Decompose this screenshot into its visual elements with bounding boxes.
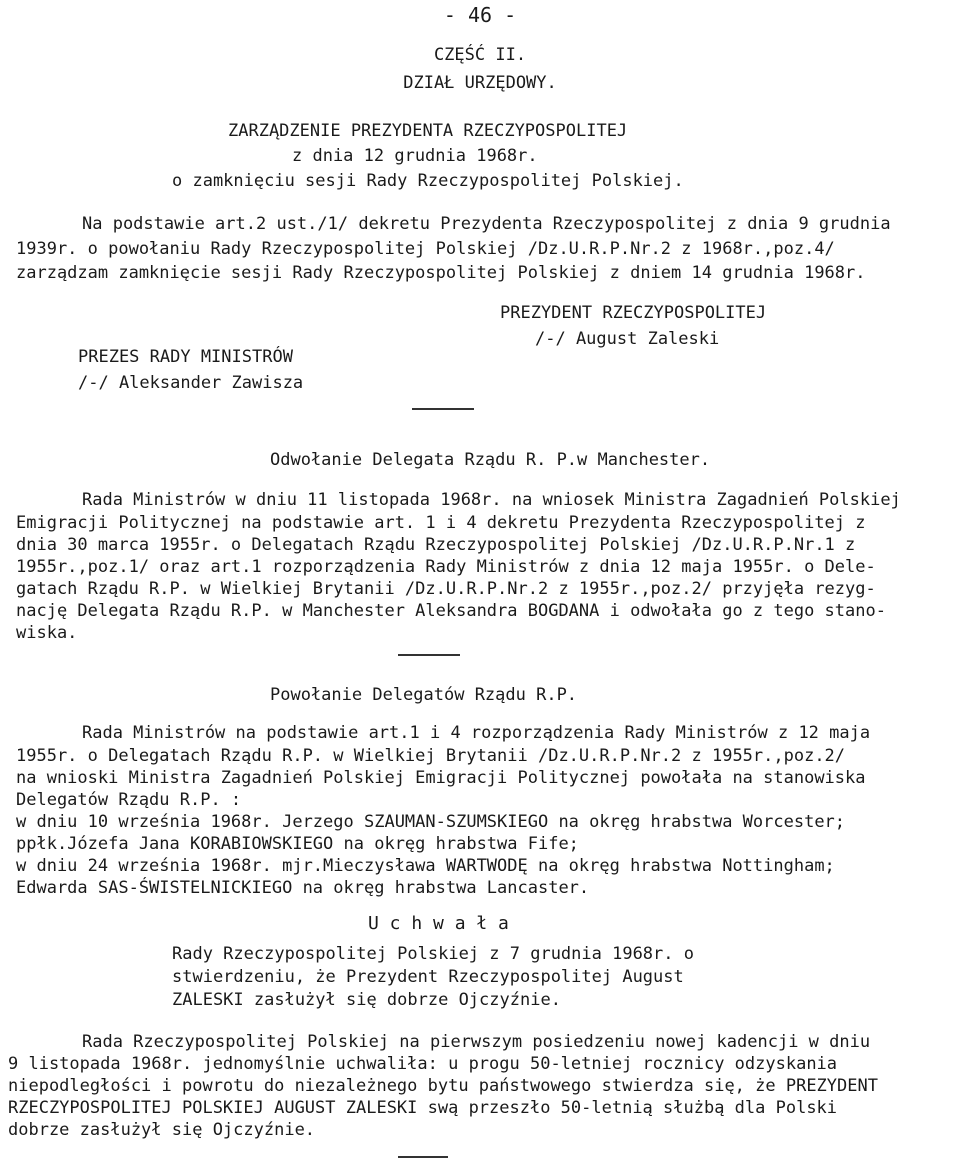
- resolution-heading: U c h w a ł a: [368, 913, 509, 934]
- recall-body-line: Rada Ministrów w dniu 11 listopada 1968r. na wniosek Ministra Zagadnień Polskiej: [82, 490, 901, 510]
- decree-title: ZARZĄDZENIE PREZYDENTA RZECZYPOSPOLITEJ: [228, 121, 628, 141]
- resolution-body-line: niepodległości i powrotu do niezależnego bytu państwowego stwierdza się, że PREZYDENT: [8, 1076, 878, 1096]
- appointment-body-line: Rada Ministrów na podstawie art.1 i 4 rozporządzenia Rady Ministrów z 12 maja: [82, 723, 871, 743]
- resolution-subtitle-line: ZALESKI zasłużył się dobrze Ojczyźnie.: [172, 990, 561, 1010]
- appointment-body-line: Edwarda SAS-ŚWISTELNICKIEGO na okręg hrabstwa Lancaster.: [16, 878, 590, 898]
- president-signature: /-/ August Zaleski: [535, 329, 720, 349]
- appointment-body-line: Delegatów Rządu R.P. :: [16, 790, 242, 810]
- section-heading: DZIAŁ URZĘDOWY.: [403, 73, 557, 93]
- recall-heading: Odwołanie Delegata Rządu R. P.w Manchester.: [270, 450, 711, 470]
- pm-title: PREZES RADY MINISTRÓW: [78, 347, 293, 367]
- part-heading: CZĘŚĆ II.: [433, 45, 527, 65]
- decree-body-line: 1939r. o powołaniu Rady Rzeczypospolitej Polskiej /Dz.U.R.P.Nr.2 z 1968r.,poz.4/: [16, 239, 835, 259]
- decree-body-line: zarządzam zamknięcie sesji Rady Rzeczypospolitej Polskiej z dniem 14 grudnia 1968r.: [16, 263, 866, 283]
- separator-line: [398, 654, 460, 656]
- resolution-body-line: dobrze zasłużył się Ojczyźnie.: [8, 1120, 316, 1140]
- recall-body-line: wiska.: [16, 623, 78, 643]
- president-title: PREZYDENT RZECZYPOSPOLITEJ: [500, 303, 767, 323]
- page-number: - 46 -: [443, 3, 517, 27]
- recall-body-line: Emigracji Politycznej na podstawie art. 1 i 4 dekretu Prezydenta Rzeczypospolitej z: [16, 513, 866, 533]
- resolution-body-line: Rada Rzeczypospolitej Polskiej na pierwszym posiedzeniu nowej kadencji w dniu: [82, 1032, 871, 1052]
- resolution-subtitle-line: Rady Rzeczypospolitej Polskiej z 7 grudnia 1968r. o: [172, 944, 694, 964]
- appointment-body-line: w dniu 10 września 1968r. Jerzego SZAUMAN-SZUMSKIEGO na okręg hrabstwa Worcester;: [16, 812, 846, 832]
- appointment-body-line: na wnioski Ministra Zagadnień Polskiej Emigracji Politycznej powołała na stanowiska: [16, 768, 866, 788]
- decree-body-line: Na podstawie art.2 ust./1/ dekretu Prezydenta Rzeczypospolitej z dnia 9 grudnia: [82, 214, 891, 234]
- recall-body-line: nację Delegata Rządu R.P. w Manchester Aleksandra BOGDANA i odwołała go z tego stano-: [16, 601, 886, 621]
- resolution-body-line: RZECZYPOSPOLITEJ POLSKIEJ AUGUST ZALESKI swą przeszło 50-letnią służbą dla Polski: [8, 1098, 838, 1118]
- decree-subject: o zamknięciu sesji Rady Rzeczypospolitej Polskiej.: [172, 171, 684, 191]
- appointment-body-line: 1955r. o Delegatach Rządu R.P. w Wielkiej Brytanii /Dz.U.R.P.Nr.2 z 1955r.,poz.2/: [16, 746, 846, 766]
- recall-body-line: gatach Rządu R.P. w Wielkiej Brytanii /Dz.U.R.P.Nr.2 z 1955r.,poz.2/ przyjęła rezyg-: [16, 579, 876, 599]
- decree-date: z dnia 12 grudnia 1968r.: [292, 146, 538, 166]
- pm-signature: /-/ Aleksander Zawisza: [78, 373, 304, 393]
- appointment-body-line: ppłk.Józefa Jana KORABIOWSKIEGO na okręg hrabstwa Fife;: [16, 834, 579, 854]
- appointment-body-line: w dniu 24 września 1968r. mjr.Mieczysława WARTWODĘ na okręg hrabstwa Nottingham;: [16, 856, 835, 876]
- recall-body-line: 1955r.,poz.1/ oraz art.1 rozporządzenia Rady Ministrów z dnia 12 maja 1955r. o Dele-: [16, 557, 876, 577]
- separator-line: [398, 1156, 448, 1158]
- resolution-body-line: 9 listopada 1968r. jednomyślnie uchwaliła: u progu 50-letniej rocznicy odzyskania: [8, 1054, 838, 1074]
- separator-line: [412, 408, 474, 410]
- recall-body-line: dnia 30 marca 1955r. o Delegatach Rządu Rzeczypospolitej Polskiej /Dz.U.R.P.Nr.1 z: [16, 535, 856, 555]
- resolution-subtitle-line: stwierdzeniu, że Prezydent Rzeczypospolitej August: [172, 967, 684, 987]
- appointment-heading: Powołanie Delegatów Rządu R.P.: [270, 685, 578, 705]
